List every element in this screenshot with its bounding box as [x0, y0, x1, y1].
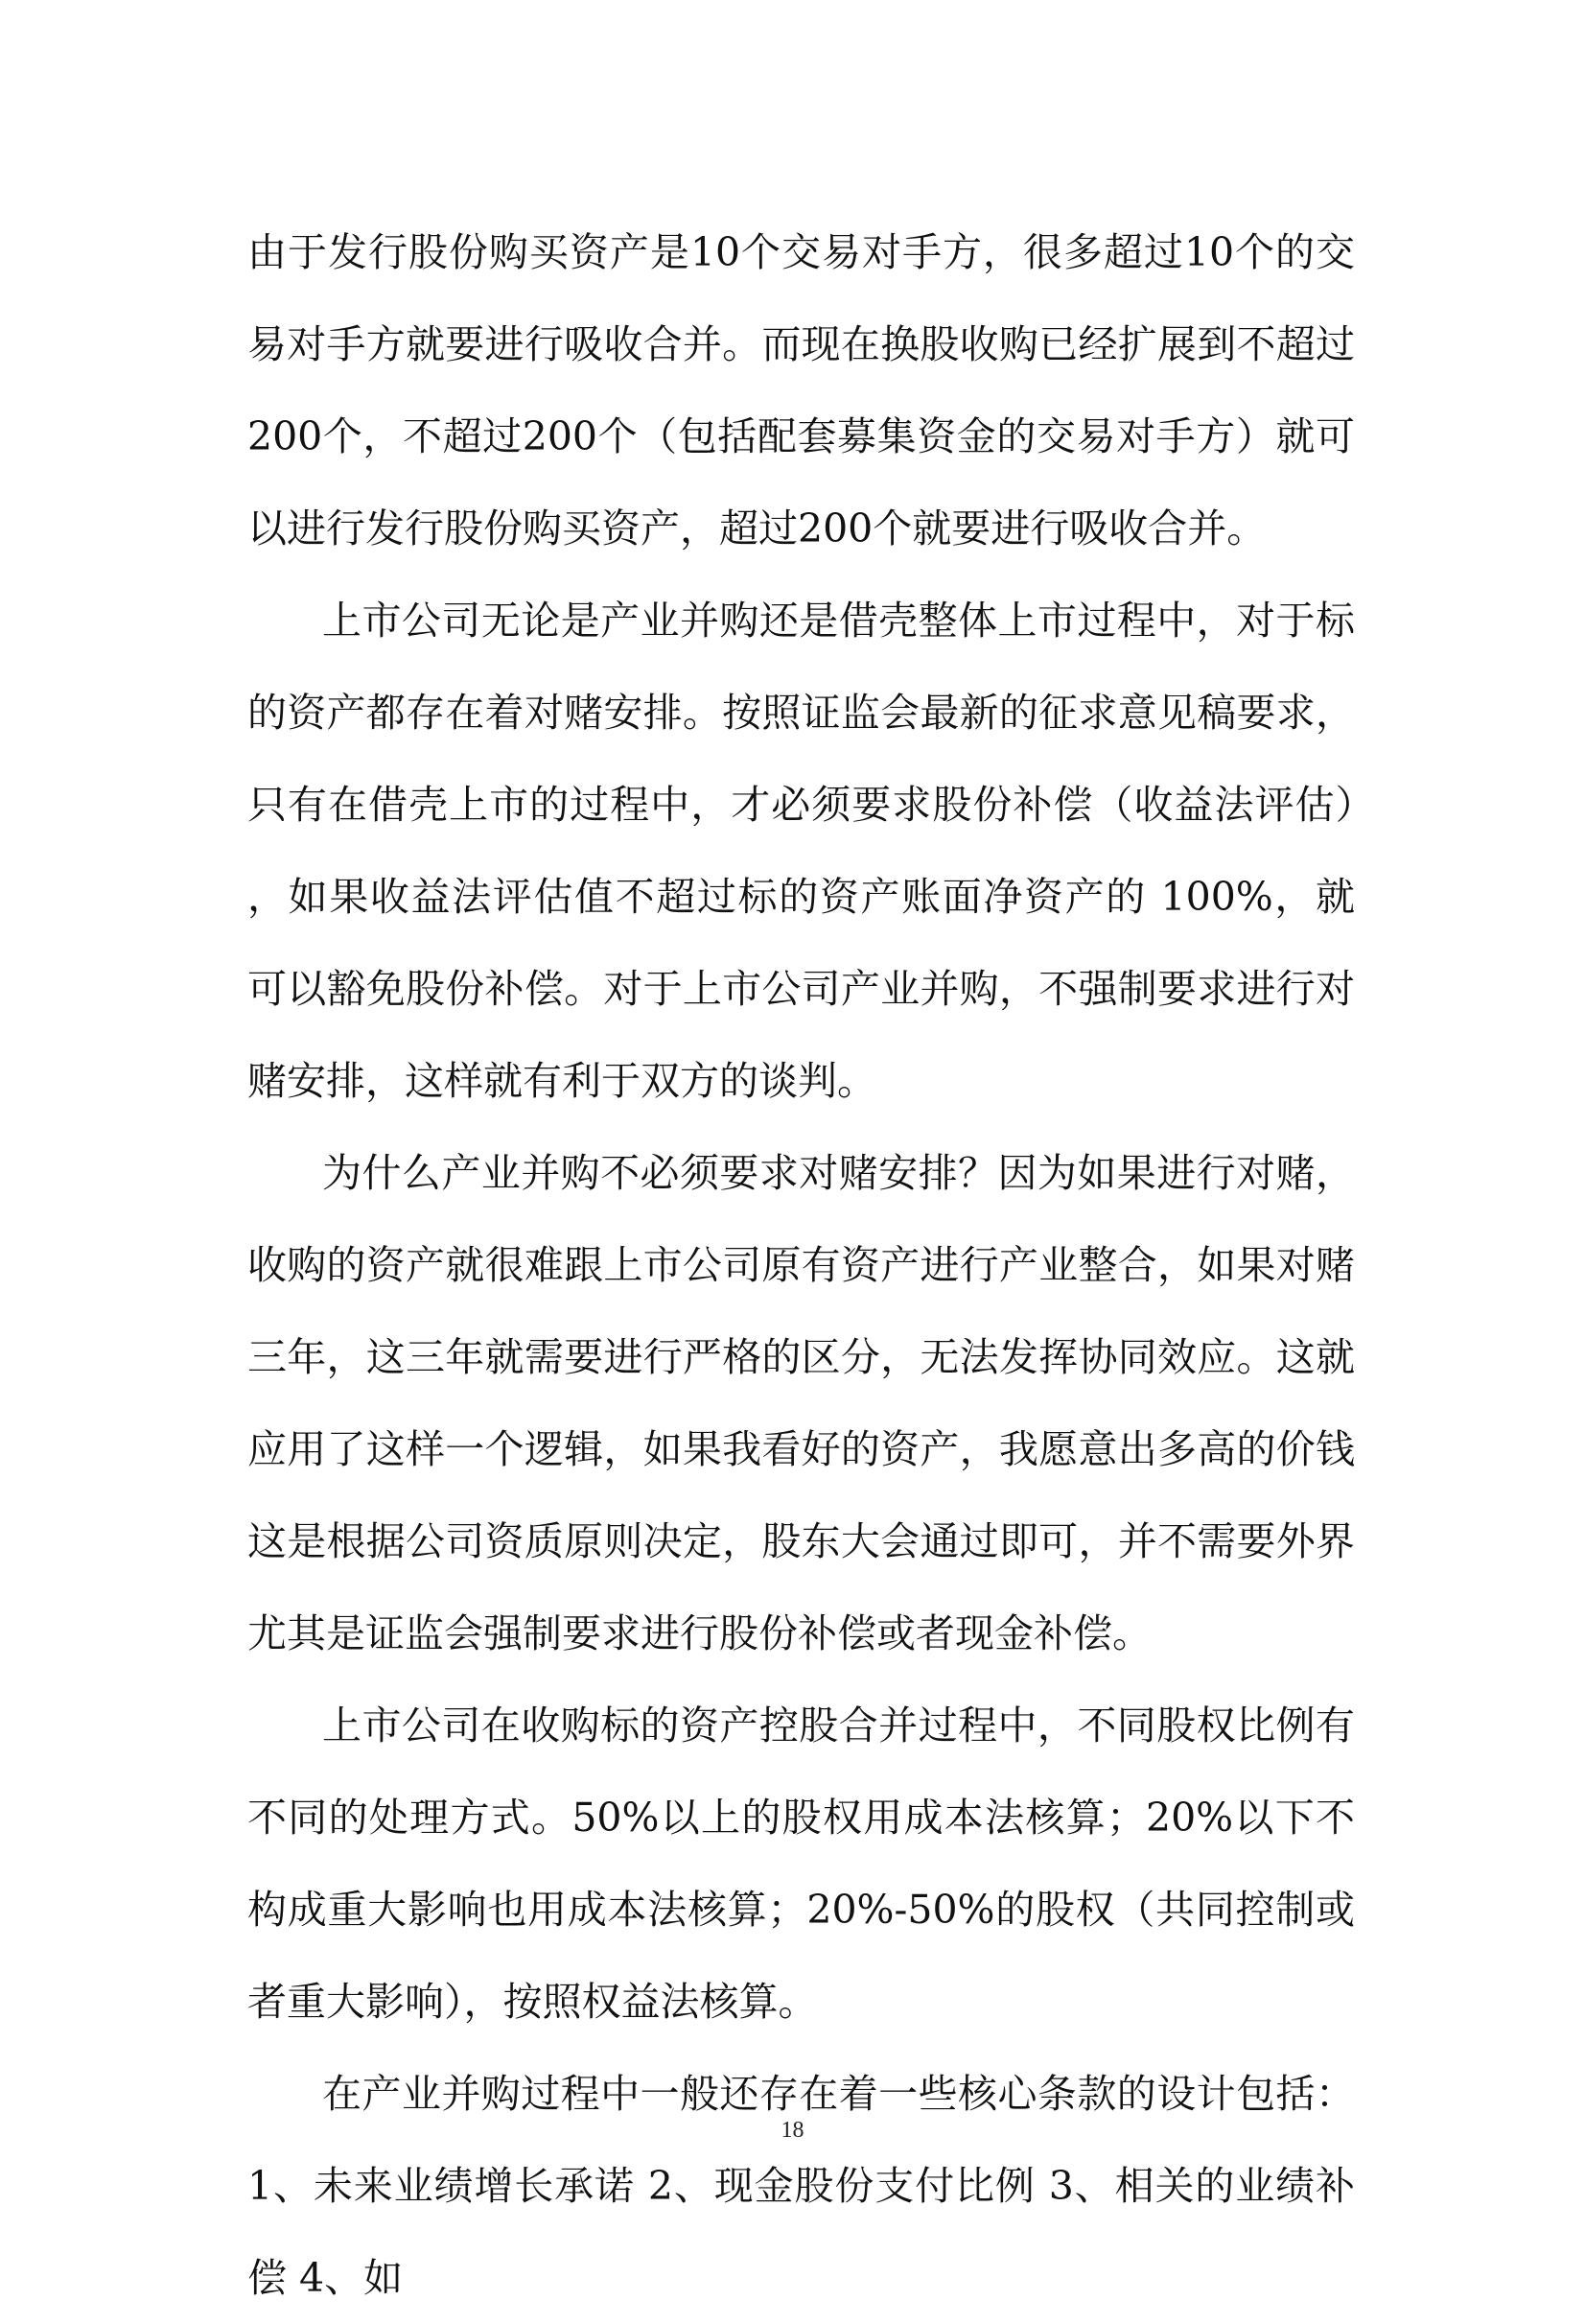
paragraph-2: 上市公司无论是产业并购还是借壳整体上市过程中，对于标的资产都存在着对赌安排。按照证监会最新的征求意见稿要求，只有在借壳上市的过程中，才必须要求股份补偿（收益法评估），如果收益法评估值不超过标的资产账面净资产的 100%，就可以豁免股份补偿。对于上市公司产业并购，不强制要求进行对赌安排，这样就有利于双方的谈判。: [247, 598, 1355, 1104]
page-number: 18: [781, 2118, 804, 2143]
body-text: [247, 206, 1355, 2324]
paragraph-4: 上市公司在收购标的资产控股合并过程中，不同股权比例有不同的处理方式。50%以上的股权用成本法核算；20%以下不构成重大影响也用成本法核算；20%-50%的股权（共同控制或者重大影响），按照权益法核算。: [247, 1702, 1355, 2025]
paragraph-5: 在产业并购过程中一般还存在着一些核心条款的设计包括：1、未来业绩增长承诺 2、现金股份支付比例 3、相关的业绩补偿 4、如: [247, 2071, 1355, 2301]
paragraph-3: 为什么产业并购不必须要求对赌安排？因为如果进行对赌，收购的资产就很难跟上市公司原有资产进行产业整合，如果对赌三年，这三年就需要进行严格的区分，无法发挥协同效应。这就应用了这样一个逻辑，如果我看好的资产，我愿意出多高的价钱这是根据公司资质原则决定，股东大会通过即可，并不需要外界尤其是证监会强制要求进行股份补偿或者现金补偿。: [247, 1150, 1355, 1656]
paragraph-1: 由于发行股份购买资产是10个交易对手方，很多超过10个的交易对手方就要进行吸收合并。而现在换股收购已经扩展到不超过200个，不超过200个（包括配套募集资金的交易对手方）就可以进行发行股份购买资产，超过200个就要进行吸收合并。: [247, 229, 1355, 552]
